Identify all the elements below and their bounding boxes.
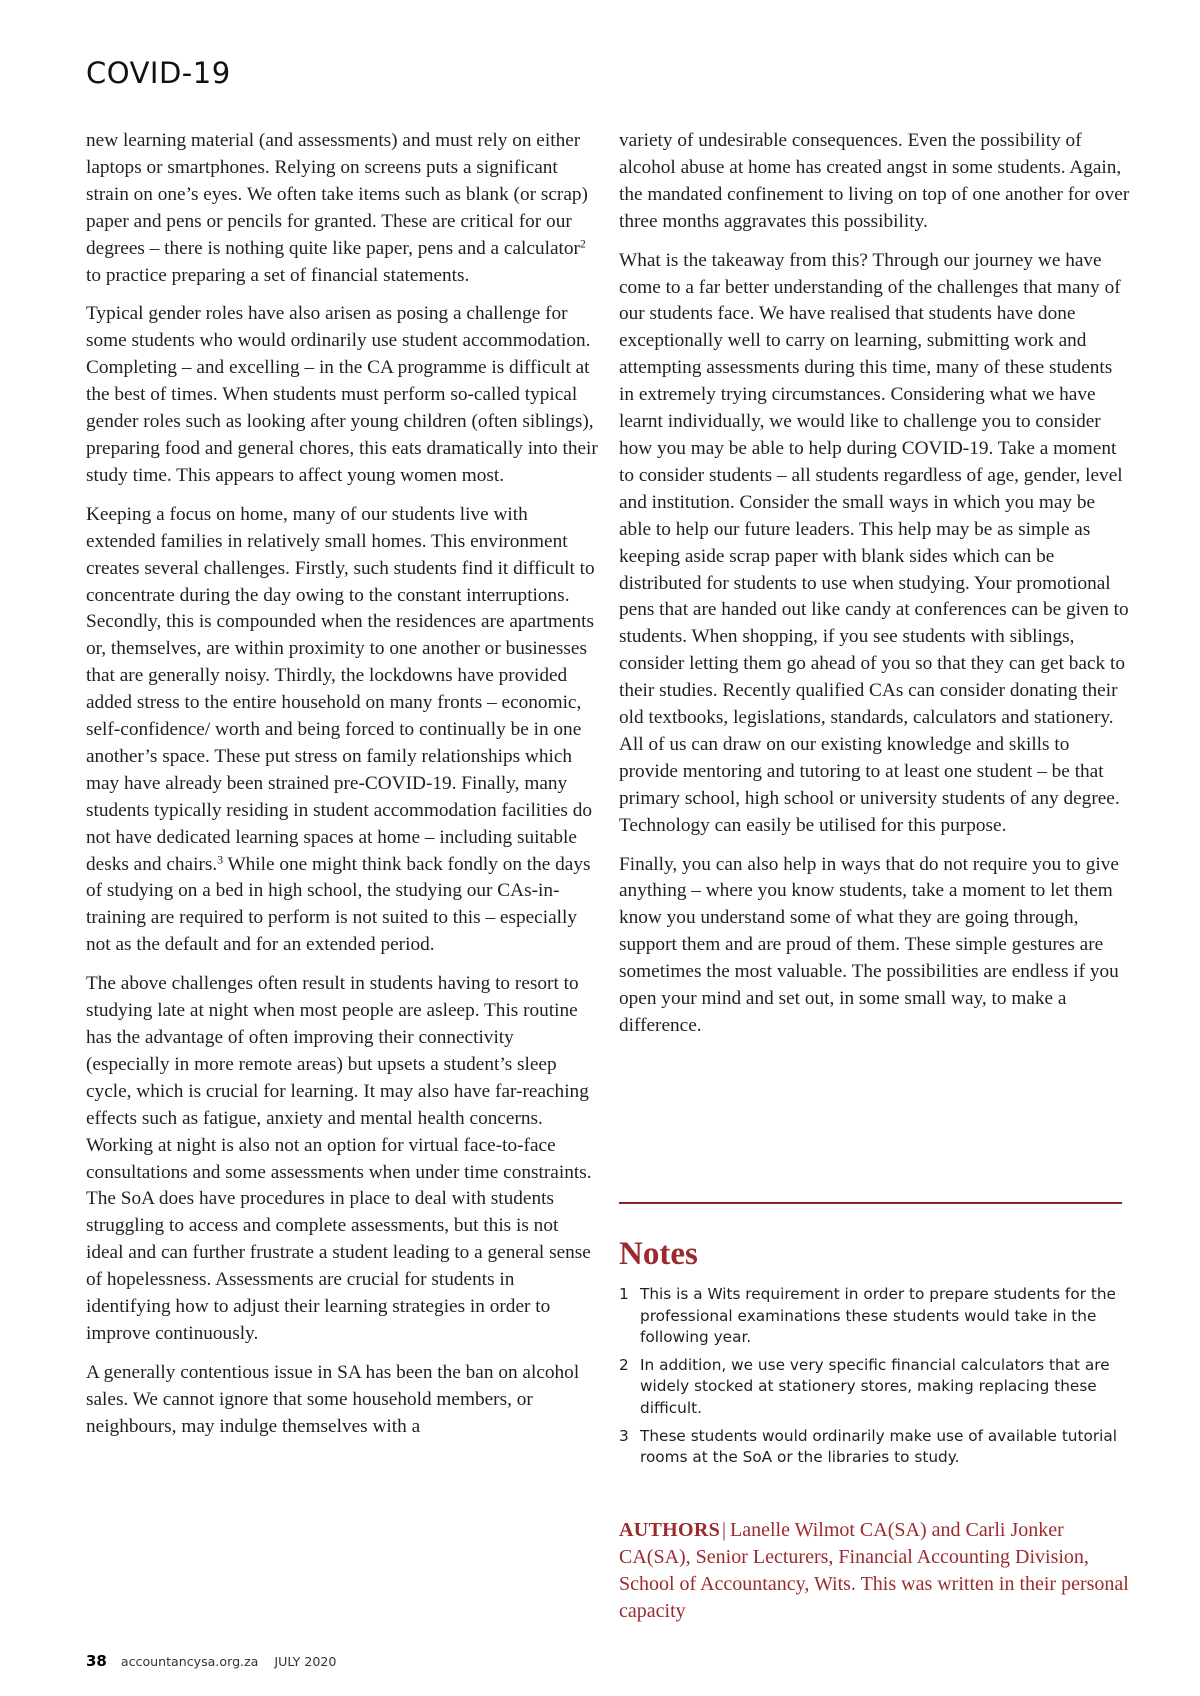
note-number: 2 (619, 1355, 629, 1374)
right-column (619, 128, 1131, 1052)
note-number: 3 (619, 1426, 629, 1445)
authors-label: AUTHORS (619, 1519, 721, 1541)
left-column (86, 128, 598, 1453)
note-number: 1 (619, 1285, 629, 1303)
page-footer (86, 1652, 336, 1670)
note-text: These students would ordinarily make use of available tutorial rooms at the SoA or the libraries to study. (640, 1426, 1118, 1467)
authors-text: Lanelle Wilmot CA(SA) and Carli Jonker CA(SA), Senior Lecturers, Financial Accounting Division, School of Accountancy, Wits. This was written in their personal capacity (619, 1519, 1129, 1622)
footer-issue: JULY 2020 (274, 1654, 337, 1669)
paragraph: Keeping a focus on home, many of our students live with extended families in relatively small homes. This environment creates several challenges. Firstly, such students find it difficult to concentrate during the day owing to the constant interruptions. Secondly, this is compounded when the residences are apartments or, themselves, are within proximity to one another or businesses that are generally noisy. Thirdly, the lockdowns have provided added stress to the entire household on many fronts – economic, self-confidence/ worth and being forced to continually be in one another’s space. These put stress on family relationships which may have already been strained pre-COVID-19. Finally, many students typically residing in student accommodation facilities do not have dedicated learning spaces at home – including suitable desks and chairs.$^3$ While one might think back fondly on the days of studying on a bed in high school, the studying our CAs-in-training are required to perform is not suited to this – especially not as the default and for an extended period. (86, 503, 595, 956)
authors-separator: | (722, 1519, 727, 1541)
notes-list (619, 1284, 1131, 1475)
paragraph: variety of undesirable consequences. Even the possibility of alcohol abuse at home has created angst in some students. Again, the mandated confinement to living on top of one another for over three months aggravates this possibility. (619, 130, 1130, 232)
paragraph: The above challenges often result in students having to resort to studying late at night when most people are asleep. This routine has the advantage of often improving their connectivity (especially in more remote areas) but upsets a student’s sleep cycle, which is crucial for learning. It may also have far-reaching effects such as fatigue, anxiety and mental health concerns. Working at night is also not an option for virtual face-to-face consultations and some assessments when under time constraints. The SoA does have procedures in place to deal with students struggling to access and complete assessments, but this is not ideal and can further frustrate a student leading to a general sense of hopelessness. Assessments are crucial for students in identifying how to adjust their learning strategies in order to improve continuously. (86, 973, 592, 1344)
footnote-ref: 2 (579, 237, 586, 251)
paragraph: Finally, you can also help in ways that do not require you to give anything – where you know students, take a moment to let them know you understand some of what they are going through, support them and are proud of them. These simple gestures are sometimes the most valuable. The possibilities are endless if you open your mind and set out, in some small way, to make a difference. (619, 853, 1119, 1036)
author-byline (619, 1517, 1131, 1625)
paragraph: new learning material (and assessments) and must rely on either laptops or smartphones. Relying on screens puts a significant strain on one’s eyes. We often take items such as blank (or scrap) paper and pens or pencils for granted. These are critical for our degrees – there is nothing quite like paper, pens and a calculator$^2$ to practice preparing a set of financial statements. (86, 130, 588, 286)
page-number: 38 (86, 1652, 107, 1670)
note-text: This is a Wits requirement in order to prepare students for the professional examinations these students would take in the following year. (640, 1285, 1116, 1347)
note-text: In addition, we use very specific financial calculators that are widely stocked at stationery stores, making replacing these difficult. (640, 1355, 1110, 1417)
note-item (619, 1284, 1131, 1349)
note-item (619, 1355, 1131, 1420)
footnote-ref: 3 (217, 853, 223, 867)
note-item (619, 1426, 1131, 1469)
section-header: COVID-19 (86, 56, 231, 90)
notes-heading: Notes (619, 1236, 698, 1272)
paragraph: Typical gender roles have also arisen as posing a challenge for some students who would ordinarily use student accommodation. Completing – and excelling – in the CA programme is difficult at the best of times. When students must perform so-called typical gender roles such as looking after young children (often siblings), preparing food and general chores, this eats dramatically into their study time. This appears to affect young women most. (86, 303, 598, 486)
paragraph: A generally contentious issue in SA has been the ban on alcohol sales. We cannot ignore that some household members, or neighbours, may indulge themselves with a (86, 1361, 580, 1437)
section-divider (619, 1202, 1122, 1204)
paragraph: What is the takeaway from this? Through our journey we have come to a far better understanding of the challenges that many of our students face. We have realised that students have done exceptionally well to carry on learning, submitting work and attempting assessments during this time, many of these students in extremely trying circumstances. Considering what we have learnt individually, we would like to challenge you to consider how you may be able to help during COVID-19. Take a moment to consider students – all students regardless of age, gender, level and institution. Consider the small ways in which you may be able to help our future leaders. This help may be as simple as keeping aside scrap paper with blank sides which can be distributed for students to use when studying. Your promotional pens that are handed out like candy at conferences can be given to students. When shopping, if you see students with siblings, consider letting them go ahead of you so that they can get back to their studies. Recently qualified CAs can consider donating their old textbooks, legislations, standards, calculators and stationery. All of us can draw on our existing knowledge and skills to provide mentoring and tutoring to at least one student – be that primary school, high school or university students of any degree. Technology can easily be utilised for this purpose. (619, 249, 1129, 836)
footer-site: accountancysa.org.za (120, 1654, 259, 1669)
